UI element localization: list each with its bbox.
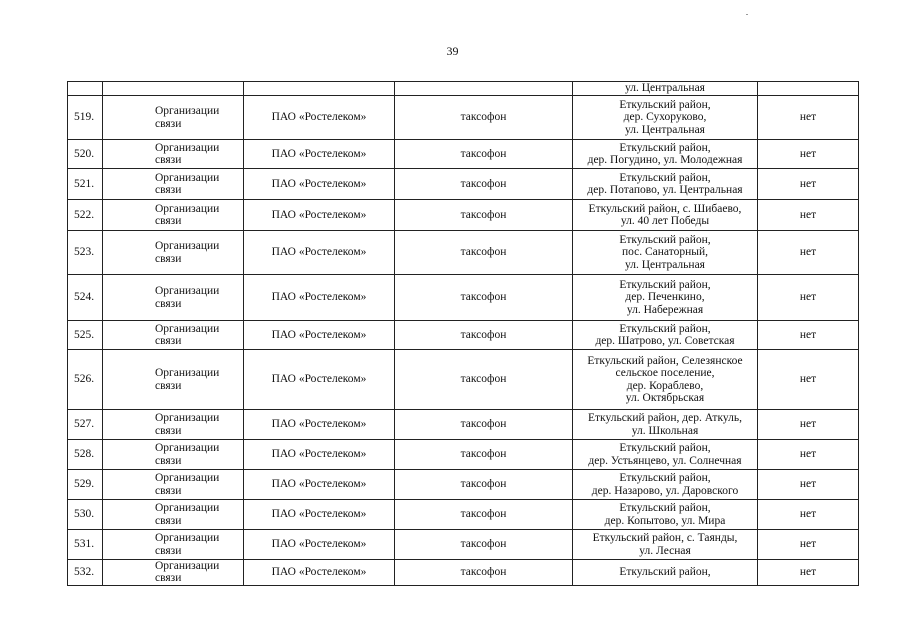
- cell-org: Организации связи: [103, 470, 244, 500]
- table-row: [68, 275, 859, 321]
- cell-value: нет: [758, 530, 859, 560]
- cell-address: [573, 82, 758, 96]
- table-row: [68, 470, 859, 500]
- cell-address: [573, 440, 758, 470]
- cell-value: нет: [758, 169, 859, 200]
- cell-type: таксофон: [395, 169, 573, 200]
- table-row: [68, 321, 859, 350]
- cell-owner: ПАО «Ростелеком»: [244, 275, 395, 321]
- address-line: Еткульский район, с. Таянды,: [592, 532, 738, 545]
- address-line: Еткульский район,: [619, 141, 711, 154]
- cell-num: 530.: [68, 500, 103, 530]
- cell-owner: ПАО «Ростелеком»: [244, 500, 395, 530]
- cell-address: [573, 96, 758, 140]
- cell-address: [573, 410, 758, 440]
- table-row: [68, 500, 859, 530]
- cell-org: [103, 82, 244, 96]
- page-number: 39: [446, 44, 459, 58]
- address-line: Еткульский район,: [619, 502, 711, 515]
- table-row: [68, 410, 859, 440]
- cell-org: Организации связи: [103, 169, 244, 200]
- cell-org: Организации связи: [103, 200, 244, 231]
- cell-num: 521.: [68, 169, 103, 200]
- cell-type: таксофон: [395, 321, 573, 350]
- cell-value: нет: [758, 440, 859, 470]
- cell-num: [68, 82, 103, 96]
- address-line: Еткульский район, с. Шибаево,: [588, 202, 742, 215]
- address-line: дер. Печенкино,: [625, 291, 705, 304]
- cell-address: [573, 470, 758, 500]
- cell-address: [573, 275, 758, 321]
- cell-num: 531.: [68, 530, 103, 560]
- address-line: Еткульский район,: [619, 322, 711, 335]
- address-line: ул. Октябрьская: [625, 391, 705, 404]
- cell-org: Организации связи: [103, 96, 244, 140]
- cell-num: 527.: [68, 410, 103, 440]
- cell-org: Организации связи: [103, 350, 244, 410]
- address-line: сельское поселение,: [615, 367, 715, 380]
- cell-value: нет: [758, 321, 859, 350]
- cell-owner: ПАО «Ростелеком»: [244, 350, 395, 410]
- cell-address: [573, 500, 758, 530]
- address-line: дер. Потапово, ул. Центральная: [587, 184, 743, 196]
- address-line: Еткульский район,: [619, 98, 711, 111]
- cell-org: Организации связи: [103, 410, 244, 440]
- cell-org: Организации связи: [103, 500, 244, 530]
- cell-num: 523.: [68, 231, 103, 275]
- cell-type: таксофон: [395, 410, 573, 440]
- cell-num: 524.: [68, 275, 103, 321]
- cell-value: нет: [758, 140, 859, 169]
- scan-artifact: [746, 14, 748, 15]
- cell-owner: ПАО «Ростелеком»: [244, 231, 395, 275]
- cell-owner: ПАО «Ростелеком»: [244, 440, 395, 470]
- cell-type: таксофон: [395, 560, 573, 586]
- table-row: [68, 140, 859, 169]
- cell-value: [758, 82, 859, 96]
- table-row: [68, 200, 859, 231]
- cell-address: [573, 200, 758, 231]
- address-line: пос. Санаторный,: [621, 246, 709, 259]
- address-line: Еткульский район,: [619, 278, 711, 291]
- address-line: ул. 40 лет Победы: [620, 215, 710, 227]
- cell-type: таксофон: [395, 231, 573, 275]
- cell-type: [395, 82, 573, 96]
- address-line: ул. Школьная: [631, 424, 699, 437]
- cell-owner: ПАО «Ростелеком»: [244, 96, 395, 140]
- table-row: [68, 350, 859, 410]
- address-line: Еткульский район,: [619, 233, 711, 246]
- address-line: ул. Центральная: [625, 123, 705, 136]
- cell-type: таксофон: [395, 275, 573, 321]
- cell-value: нет: [758, 560, 859, 586]
- table-body: [68, 82, 859, 586]
- table-row: [68, 169, 859, 200]
- continuation-row: [68, 82, 859, 96]
- address-line: дер. Сухоруково,: [623, 111, 707, 124]
- address-line: Еткульский район,: [619, 171, 711, 184]
- address-line: Еткульский район, Селезянское: [587, 354, 743, 367]
- address-line: дер. Шатрово, ул. Советская: [595, 335, 735, 347]
- address-line: Еткульский район,: [619, 566, 711, 579]
- cell-value: нет: [758, 470, 859, 500]
- cell-value: нет: [758, 350, 859, 410]
- cell-num: 522.: [68, 200, 103, 231]
- address-line: ул. Центральная: [625, 258, 705, 271]
- cell-value: нет: [758, 231, 859, 275]
- data-table: [67, 81, 859, 586]
- table-row: [68, 530, 859, 560]
- cell-address: [573, 321, 758, 350]
- cell-org: Организации связи: [103, 440, 244, 470]
- cell-org: Организации связи: [103, 321, 244, 350]
- cell-type: таксофон: [395, 96, 573, 140]
- cell-num: 532.: [68, 560, 103, 586]
- address-line: Еткульский район, дер. Аткуль,: [588, 412, 742, 425]
- address-line: ул. Центральная: [625, 82, 705, 95]
- address-line: дер. Погудино, ул. Молодежная: [587, 154, 743, 166]
- cell-address: [573, 140, 758, 169]
- cell-type: таксофон: [395, 530, 573, 560]
- cell-org: Организации связи: [103, 231, 244, 275]
- cell-num: 525.: [68, 321, 103, 350]
- cell-address: [573, 169, 758, 200]
- cell-value: нет: [758, 200, 859, 231]
- cell-type: таксофон: [395, 200, 573, 231]
- cell-owner: [244, 82, 395, 96]
- cell-type: таксофон: [395, 500, 573, 530]
- address-line: дер. Копытово, ул. Мира: [604, 514, 726, 527]
- address-line: дер. Устьянцево, ул. Солнечная: [588, 454, 742, 467]
- cell-org: Организации связи: [103, 560, 244, 586]
- cell-org: Организации связи: [103, 140, 244, 169]
- address-line: дер. Кораблево,: [626, 379, 704, 392]
- table-row: [68, 96, 859, 140]
- cell-value: нет: [758, 500, 859, 530]
- cell-num: 526.: [68, 350, 103, 410]
- cell-address: [573, 560, 758, 586]
- cell-value: нет: [758, 275, 859, 321]
- cell-type: таксофон: [395, 440, 573, 470]
- cell-type: таксофон: [395, 350, 573, 410]
- cell-address: [573, 231, 758, 275]
- cell-owner: ПАО «Ростелеком»: [244, 321, 395, 350]
- address-line: Еткульский район,: [619, 472, 711, 485]
- cell-address: [573, 350, 758, 410]
- cell-address: [573, 530, 758, 560]
- cell-owner: ПАО «Ростелеком»: [244, 470, 395, 500]
- cell-owner: ПАО «Ростелеком»: [244, 560, 395, 586]
- cell-value: нет: [758, 410, 859, 440]
- address-line: дер. Назарово, ул. Даровского: [591, 484, 739, 497]
- table-row: [68, 440, 859, 470]
- cell-owner: ПАО «Ростелеком»: [244, 140, 395, 169]
- cell-org: Организации связи: [103, 275, 244, 321]
- cell-num: 519.: [68, 96, 103, 140]
- cell-owner: ПАО «Ростелеком»: [244, 200, 395, 231]
- address-line: ул. Набережная: [626, 303, 704, 316]
- address-line: ул. Лесная: [639, 544, 691, 557]
- cell-num: 520.: [68, 140, 103, 169]
- cell-owner: ПАО «Ростелеком»: [244, 530, 395, 560]
- address-line: Еткульский район,: [619, 442, 711, 455]
- cell-owner: ПАО «Ростелеком»: [244, 169, 395, 200]
- cell-num: 529.: [68, 470, 103, 500]
- cell-type: таксофон: [395, 470, 573, 500]
- table-row: [68, 560, 859, 586]
- cell-type: таксофон: [395, 140, 573, 169]
- cell-value: нет: [758, 96, 859, 140]
- cell-num: 528.: [68, 440, 103, 470]
- cell-owner: ПАО «Ростелеком»: [244, 410, 395, 440]
- cell-org: Организации связи: [103, 530, 244, 560]
- table-row: [68, 231, 859, 275]
